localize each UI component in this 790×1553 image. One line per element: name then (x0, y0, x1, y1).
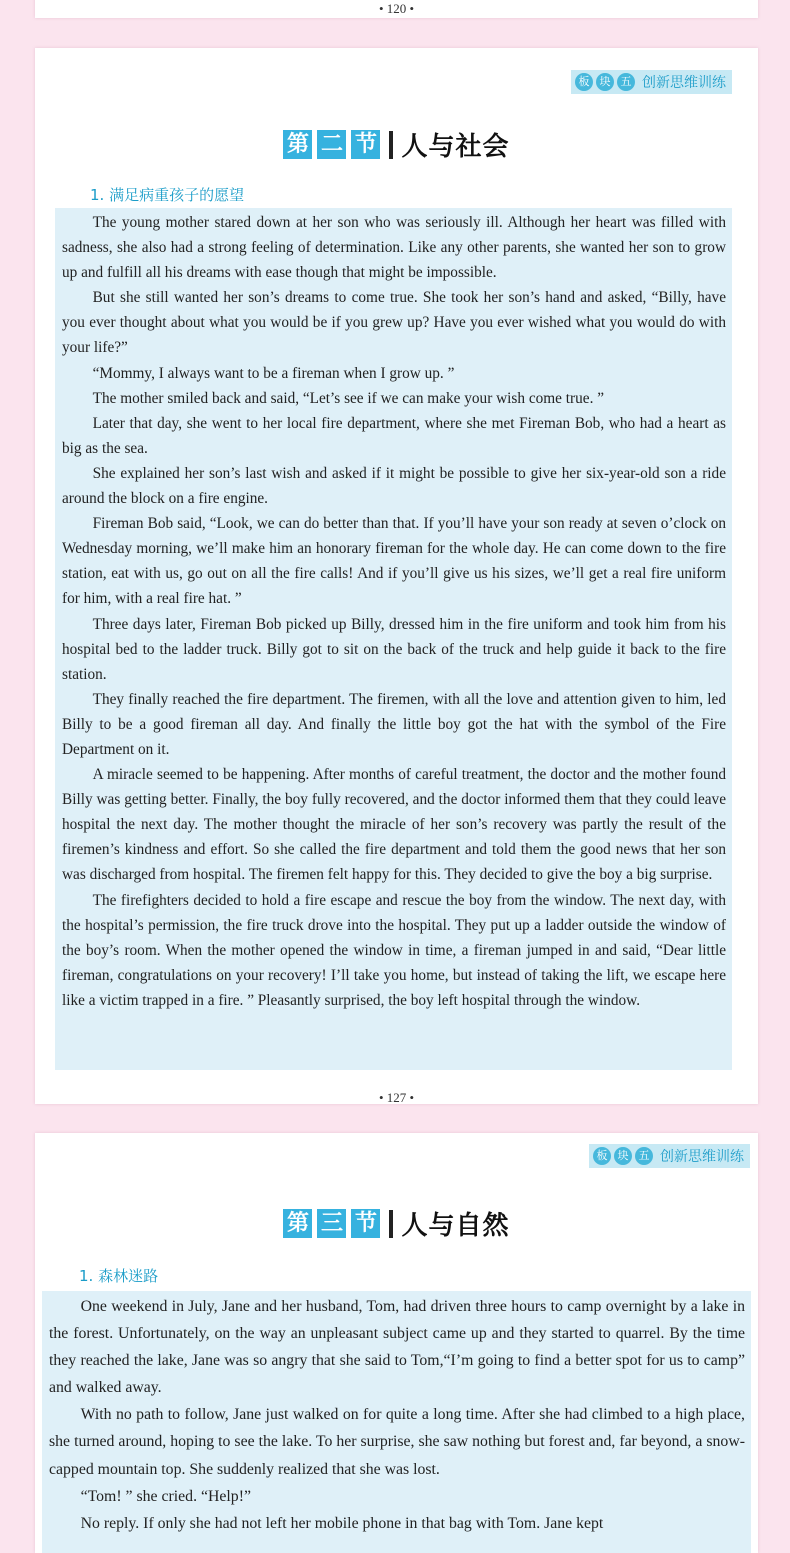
paragraph: No reply. If only she had not left her mobile phone in that bag with Tom. Jane kept (80, 1514, 604, 1532)
module-circle: 五 (635, 1147, 653, 1165)
module-title: 创新思维训练 (642, 75, 726, 91)
page-120 (35, 0, 758, 18)
section-heading (35, 1205, 758, 1242)
article-body (55, 208, 732, 1070)
section-heading (35, 126, 758, 163)
module-circle: 板 (593, 1147, 611, 1165)
page-127 (35, 48, 758, 1104)
module-circle: 板 (575, 73, 593, 91)
article-title: 1. 森林迷路 (79, 1267, 159, 1285)
paragraph: “Tom! ” she cried. “Help!” (80, 1487, 251, 1505)
article-title: 1. 满足病重孩子的愿望 (90, 186, 245, 204)
module-tag (571, 70, 732, 94)
section-title: 人与社会 (401, 132, 510, 162)
page-number: • 127 • (378, 1090, 415, 1105)
paragraph: The firefighters decided to hold a fire escape and rescue the boy from the window. The next day, with the hospital’s permission, the fire truck drove into the hospital. They put up a ladder outside the window of the boy’s room. When the mother opened the window in time, a fireman jumped in and said, “Dear little fireman, congratulations on your recovery! I’ll take you home, but instead of taking the lift, we escape here like a victim trapped in a fire. ” Pleasantly surprised, the boy left hospital through the window. (62, 891, 726, 1009)
paragraph: She explained her son’s last wish and asked if it might be possible to give her six-year-old son a ride around the block on a fire engine. (62, 464, 726, 508)
module-tag (589, 1144, 750, 1168)
paragraph: “Mommy, I always want to be a fireman when I grow up. ” (92, 364, 455, 382)
heading-divider (389, 1210, 393, 1238)
module-title: 创新思维训练 (660, 1149, 744, 1165)
module-circle: 块 (596, 73, 614, 91)
section-label-char: 第 (283, 1209, 312, 1238)
paragraph: The young mother stared down at her son who was seriously ill. Although her heart was filled with sadness, she also had a strong feeling of determination. Like any other parents, she wanted her son to grow up and fulfill all his dreams with ease though that might be impossible. (62, 214, 726, 282)
paragraph: A miracle seemed to be happening. After months of careful treatment, the doctor and the mother found Billy was getting better. Finally, the boy fully recovered, and the doctor informed them that they could leave hospital the next day. The mother thought the miracle of her son’s recovery was partly the result of the firemen’s kindness and effort. So she called the fire department and told them the good news that her son was discharged from hospital. The firemen felt happy for this. They decided to give the boy a big surprise. (62, 766, 726, 884)
paragraph: Fireman Bob said, “Look, we can do better than that. If you’ll have your son ready at seven o’clock on Wednesday morning, we’ll make him an honorary fireman for the whole day. He can come down to the fire station, eat with us, go out on all the fire calls! And if you’ll give us his sizes, we’ll get a real fire uniform for him, with a real fire hat. ” (62, 515, 726, 608)
paragraph: But she still wanted her son’s dreams to come true. She took her son’s hand and asked, “Billy, have you ever thought about what you would be if you grew up? Have you ever wished what you would do with your life?” (62, 289, 726, 357)
paragraph: One weekend in July, Jane and her husband, Tom, had driven three hours to camp overnight by a lake in the forest. Unfortunately, on the way an unpleasant subject came up and they started to quarrel. By the time they reached the lake, Jane was so angry that she said to Tom,“I’m going to find a better spot for us to camp” and walked away. (49, 1298, 745, 1397)
module-circle: 块 (614, 1147, 632, 1165)
paragraph: The mother smiled back and said, “Let’s see if we can make your wish come true. ” (92, 389, 605, 407)
section-label (283, 130, 380, 159)
section-label-char: 二 (317, 130, 346, 159)
section-label-char: 节 (351, 130, 380, 159)
section-label-char: 三 (317, 1209, 346, 1238)
paragraph: Three days later, Fireman Bob picked up Billy, dressed him in the fire uniform and took him from his hospital bed to the ladder truck. Billy got to sit on the back of the truck and help guide it back to the fire station. (62, 615, 726, 683)
paragraph: With no path to follow, Jane just walked on for quite a long time. After she had climbed to a high place, she turned around, hoping to see the lake. To her surprise, she saw nothing but forest and, far beyond, a snow-capped mountain top. She suddenly realized that she was lost. (49, 1406, 745, 1478)
heading-divider (389, 131, 393, 159)
section-title: 人与自然 (401, 1211, 510, 1241)
paragraph: They finally reached the fire department. The firemen, with all the love and attention given to him, led Billy to be a good fireman all day. And finally the little boy got the hat with the symbol of the Fire Department on it. (62, 690, 726, 758)
section-label (283, 1209, 380, 1238)
article-body (42, 1291, 751, 1553)
page-next (35, 1133, 758, 1553)
page-number: • 120 • (378, 1, 415, 16)
section-label-char: 第 (283, 130, 312, 159)
paragraph: Later that day, she went to her local fire department, where she met Fireman Bob, who had a heart as big as the sea. (62, 414, 726, 457)
section-label-char: 节 (351, 1209, 380, 1238)
module-circle: 五 (617, 73, 635, 91)
